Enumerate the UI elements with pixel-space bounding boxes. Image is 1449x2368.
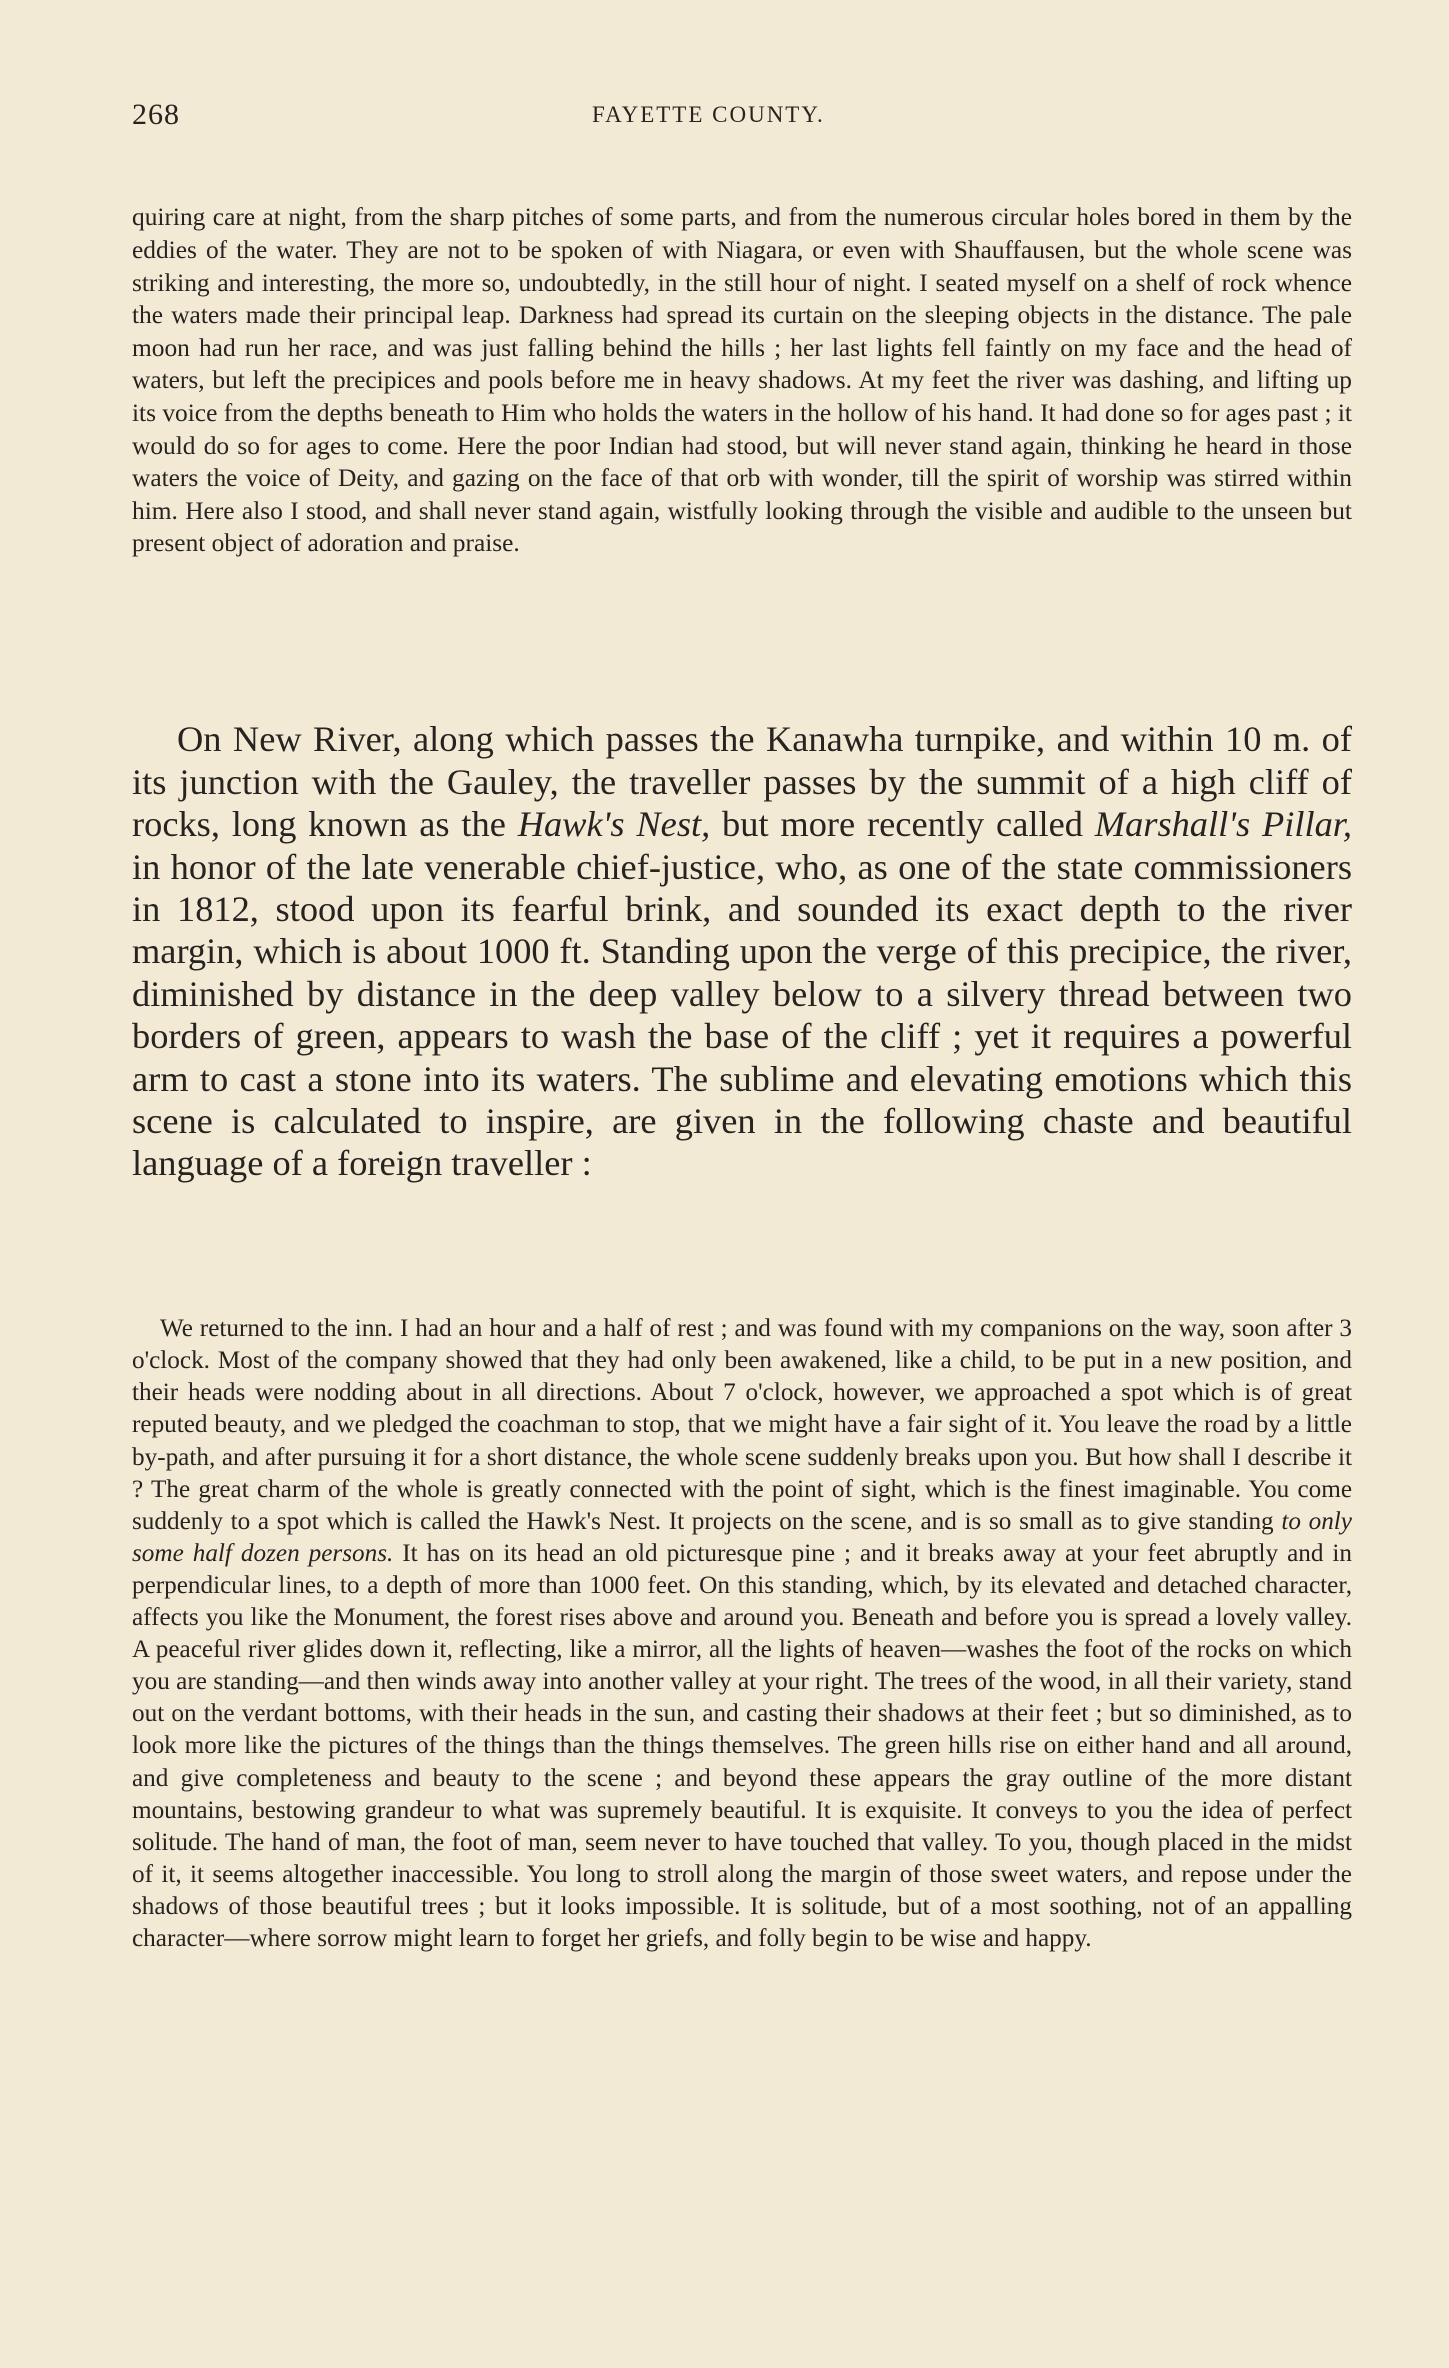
text-run: in honor of the late venerable chief-justice, who, as one of the state commissioners in 1812, stood upon its fearful brink, and sounded its exact depth to the river margin, which is about 1000 ft. Standing upon the verge of this precipice, the river, diminished by distance in the deep valley below to a silvery thread between two borders of green, appears to wash the base of the cliff ; yet it requires a powerful arm to cast a stone into its waters. The sublime and elevating emotions which this scene is calculated to inspire, are given in the following chaste and beautiful language of a foreign traveller : bbox=[132, 846, 1352, 1184]
text-run: It has on its head an old picturesque pine ; and it breaks away at your feet abruptly and in perpendicular lines, to a depth of more than 1000 feet. On this standing, which, by its elevated and detached character, affects you like the Monument, the forest rises above and around you. Beneath and before you is spread a lovely valley. A peaceful river glides down it, reflecting, like a mirror, all the lights of heaven—washes the foot of the rocks on which you are standing—and then winds away into another valley at your right. The trees of the wood, in all their variety, stand out on the verdant bottoms, with their heads in the sun, and casting their shadows at their feet ; but so diminished, as to look more like the pictures of the things than the things themselves. The green hills rise on either hand and all around, and give completeness and beauty to the scene ; and beyond these appears the gray outline of the more distant mountains, bestowing grandeur to what was supremely beautiful. It is exquisite. It conveys to you the idea of perfect solitude. The hand of man, the foot of man, seem never to have touched that valley. To you, though placed in the midst of it, it seems altogether inaccessible. You long to stroll along the margin of those sweet waters, and repose under the shadows of those beautiful trees ; but it looks impossible. It is solitude, but of a most soothing, not of an appalling character—where sorrow might learn to forget her griefs, and folly begin to be wise and happy. bbox=[132, 1539, 1353, 1952]
continued-paragraph: quiring care at night, from the sharp pitches of some parts, and from the numerous circular holes bored in them by the eddies of the water. They are not to be spoken of with Niagara, or even with Shauffausen, but the whole scene was striking and interesting, the more so, undoubtedly, in the still hour of night. I seated myself on a shelf of rock whence the waters made their principal leap. Darkness had spread its curtain on the sleeping objects in the distance. The pale moon had run her race, and was just falling behind the hills ; her last lights fell faintly on my face and the head of waters, but left the precipices and pools before me in heavy shadows. At my feet the river was dashing, and lifting up its voice from the depths beneath to Him who holds the waters in the hollow of his hand. It had done so for ages past ; it would do so for ages to come. Here the poor Indian had stood, but will never stand again, thinking he heard in those waters the voice of Deity, and gazing on the face of that orb with wonder, till the spirit of worship was stirred within him. Here also I stood, and shall never stand again, wistfully looking through the visible and audible to the unseen but present object of adoration and praise. bbox=[132, 203, 1352, 558]
text-run: On New River, along which passes the Kanawha turnpike, and within 10 m. of its junction with the Gauley, the traveller passes by the summit of a high cliff of rocks, long known as the bbox=[132, 719, 1352, 845]
text-run: but more recently called bbox=[710, 804, 1095, 845]
italic-phrase: to only some half dozen persons. bbox=[132, 1507, 1352, 1567]
hawks-nest-paragraph bbox=[132, 718, 1352, 1184]
page-header bbox=[132, 98, 1352, 142]
running-title: FAYETTE COUNTY. bbox=[592, 102, 825, 127]
traveller-quote bbox=[132, 1313, 1352, 1955]
italic-place-name: Marshall's Pillar, bbox=[1094, 804, 1352, 845]
page-number: 268 bbox=[132, 98, 180, 131]
text-run: We returned to the inn. I had an hour and a half of rest ; and was found with my companions on the way, soon after 3 o'clock. Most of the company showed that they had only been awakened, like a child, to be put in a new position, and their heads were nodding about in all directions. About 7 o'clock, however, we approached a spot which is of great reputed beauty, and we pledged the coachman to stop, that we might have a fair sight of it. You leave the road by a little by-path, and after pursuing it for a short distance, the whole scene suddenly breaks upon you. But how shall I describe it ? The great charm of the whole is greatly connected with the point of sight, which is the finest imaginable. You come suddenly to a spot which is called the Hawk's Nest. It projects on the scene, and is so small as to give standing bbox=[132, 1315, 1352, 1535]
italic-place-name: Hawk's Nest, bbox=[517, 804, 711, 845]
